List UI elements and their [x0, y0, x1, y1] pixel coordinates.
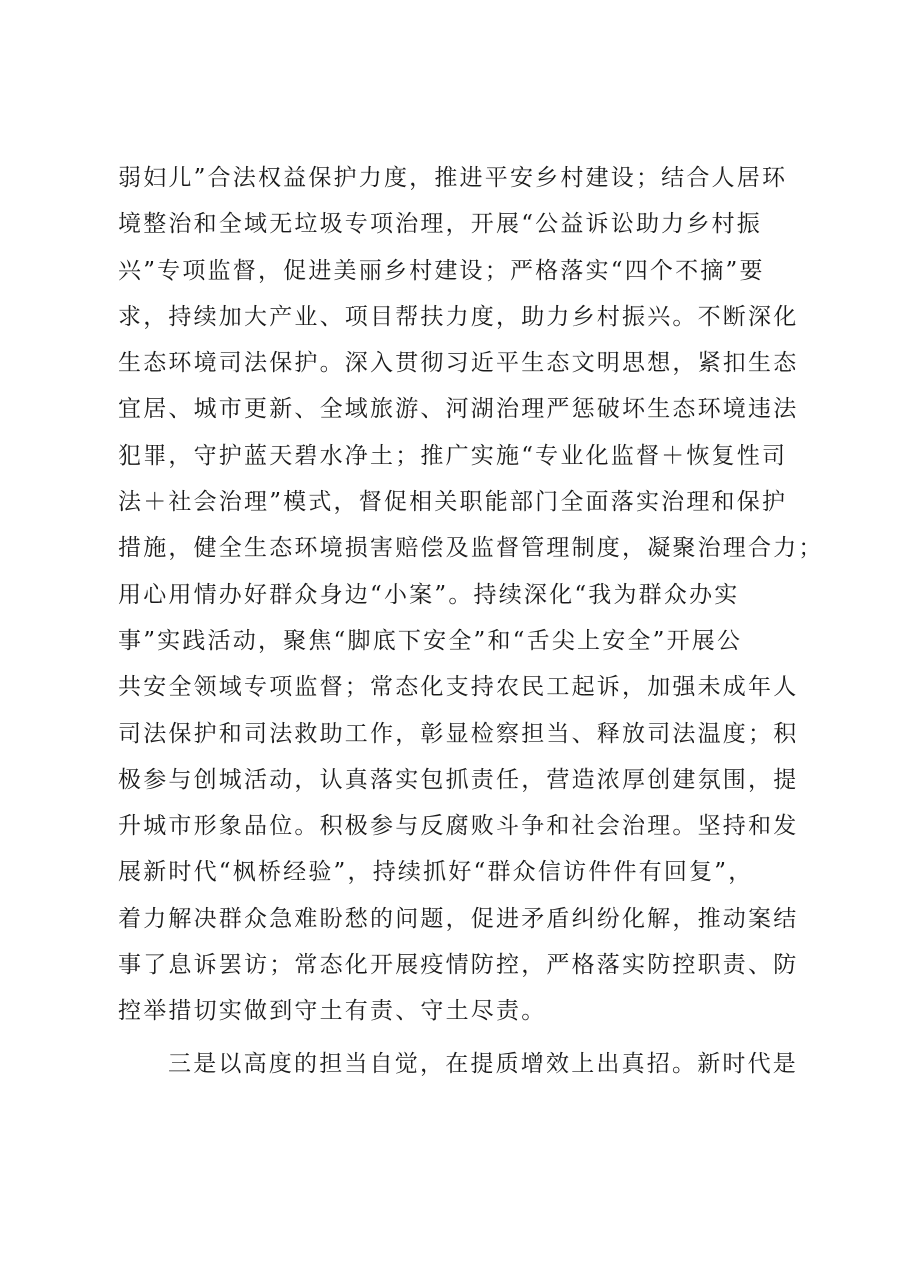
text-line: 三是以高度的担当自觉，在提质增效上出真招。新时代是 — [168, 1050, 798, 1077]
text-line: 着力解决群众急难盼愁的问题，促进矛盾纠纷化解，推动案结 — [118, 905, 799, 932]
text-line: 极参与创城活动，认真落实包抓责任，营造浓厚创建氛围，提 — [118, 766, 799, 793]
paragraph-2 — [118, 1041, 798, 1087]
text-line: 弱妇儿”合法权益保护力度，推进平安乡村建设；结合人居环 — [118, 165, 788, 191]
paragraph-1 — [118, 155, 824, 1035]
text-line: 兴”专项监督，促进美丽乡村建设；严格落实“四个不摘”要 — [118, 257, 765, 284]
text-line: 展新时代“枫桥经验”，持续抓好“群众信访件件有回复”， — [118, 859, 754, 886]
text-line: 法＋社会治理”模式，督促相关职能部门全面落实治理和保护 — [118, 489, 788, 516]
text-line: 共安全领域专项监督；常态化支持农民工起诉，加强未成年人 — [118, 674, 799, 701]
text-line: 宜居、城市更新、全域旅游、河湖治理严惩破坏生态环境违法 — [118, 396, 799, 423]
text-line: 事了息诉罢访；常态化开展疫情防控，严格落实防控职责、防 — [118, 952, 799, 979]
text-line: 境整治和全域无垃圾专项治理，开展“公益诉讼助力乡村振 — [118, 211, 762, 238]
text-line: 升城市形象品位。积极参与反腐败斗争和社会治理。坚持和发 — [118, 813, 799, 840]
text-line: 措施，健全生态环境损害赔偿及监督管理制度，凝聚治理合力； — [118, 535, 824, 562]
text-line: 控举措切实做到守土有责、守土尽责。 — [118, 998, 547, 1025]
text-line: 用心用情办好群众身边“小案”。持续深化“我为群众办实 — [118, 581, 740, 608]
text-line: 犯罪，守护蓝天碧水净土；推广实施“专业化监督＋恢复性司 — [118, 442, 788, 469]
text-line: 求，持续加大产业、项目帮扶力度，助力乡村振兴。不断深化 — [118, 303, 799, 330]
text-line: 生态环境司法保护。深入贯彻习近平生态文明思想，紧扣生态 — [118, 350, 799, 377]
text-line: 司法保护和司法救助工作，彰显检察担当、释放司法温度；积 — [118, 720, 799, 747]
body-text — [118, 155, 824, 1087]
text-line: 事”实践活动，聚焦“脚底下安全”和“舌尖上安全”开展公 — [118, 627, 743, 654]
